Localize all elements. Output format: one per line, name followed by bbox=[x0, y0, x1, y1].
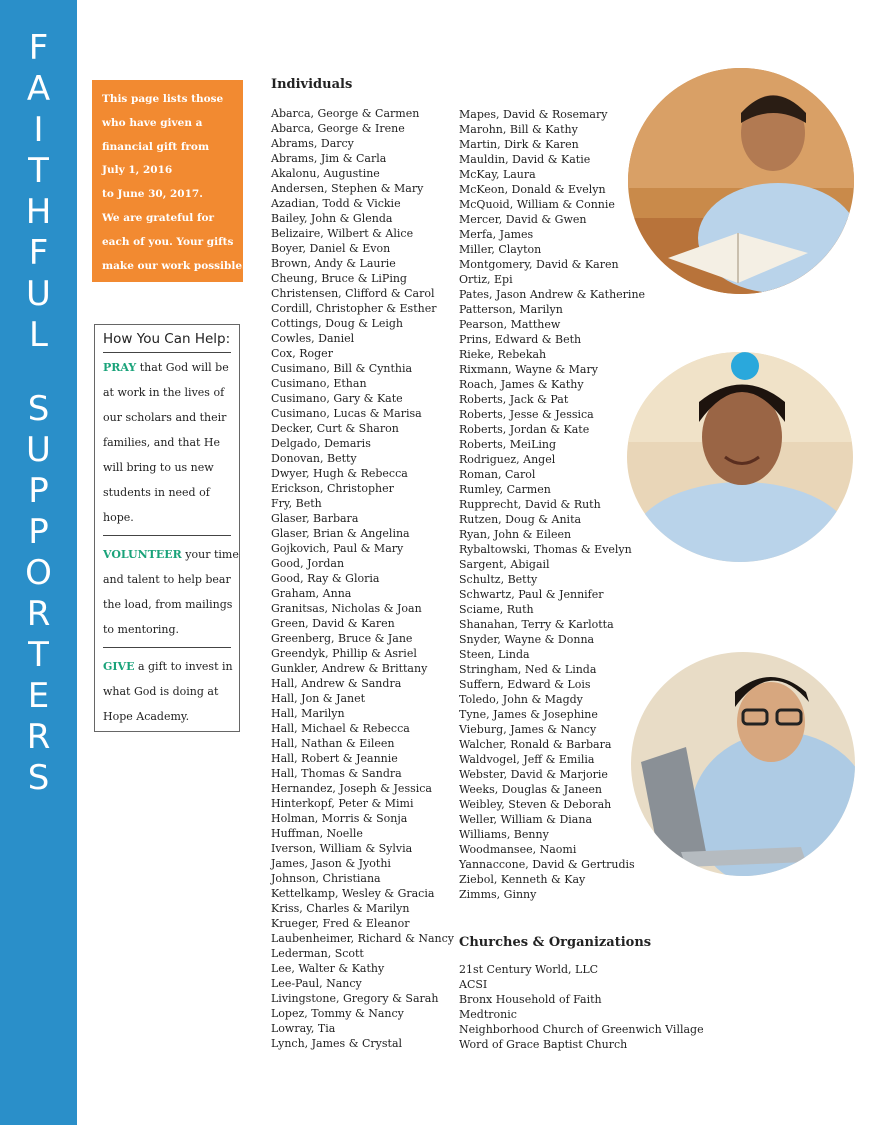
vertical-title-letter: L bbox=[29, 315, 48, 355]
photo-girl-smiling-image bbox=[627, 352, 853, 562]
organizations-list bbox=[459, 962, 704, 1052]
organization-name: Medtronic bbox=[459, 1008, 517, 1021]
photo-boy-reading-image bbox=[628, 68, 854, 294]
supporter-name: Hall, Marilyn bbox=[271, 707, 345, 720]
help-section-give bbox=[103, 652, 231, 729]
supporter-name: Ortiz, Epi bbox=[459, 273, 513, 286]
vertical-title-letter bbox=[33, 356, 44, 389]
supporter-name: Abrams, Darcy bbox=[271, 137, 354, 150]
supporter-name: Lynch, James & Crystal bbox=[271, 1037, 403, 1050]
supporter-name: Rumley, Carmen bbox=[459, 483, 551, 496]
supporter-name: Rieke, Rebekah bbox=[459, 348, 547, 361]
intro-box bbox=[92, 80, 246, 282]
intro-line: July 1, 2016 bbox=[102, 164, 173, 177]
supporter-name: Granitsas, Nicholas & Joan bbox=[271, 602, 422, 615]
intro-line: who have given a bbox=[102, 116, 203, 129]
supporter-name: Cheung, Bruce & LiPing bbox=[271, 272, 407, 285]
supporter-name: Glaser, Barbara bbox=[271, 512, 359, 525]
supporter-name: Hall, Robert & Jeannie bbox=[271, 752, 398, 765]
supporter-name: Hall, Thomas & Sandra bbox=[271, 767, 402, 780]
supporter-name: Lee, Walter & Kathy bbox=[271, 962, 385, 975]
help-line bbox=[103, 380, 231, 405]
supporter-name: Weller, William & Diana bbox=[459, 813, 593, 826]
supporter-name: Christensen, Clifford & Carol bbox=[271, 287, 435, 300]
supporter-name: Livingstone, Gregory & Sarah bbox=[271, 992, 439, 1005]
supporter-name: Huffman, Noelle bbox=[271, 827, 363, 840]
supporter-name: Laubenheimer, Richard & Nancy bbox=[271, 932, 455, 945]
supporter-name: Roman, Carol bbox=[459, 468, 536, 481]
supporter-name: Hernandez, Joseph & Jessica bbox=[271, 782, 432, 795]
supporter-name: Schultz, Betty bbox=[459, 573, 538, 586]
help-section-pray bbox=[103, 353, 231, 530]
supporter-name: Holman, Morris & Sonja bbox=[271, 812, 408, 825]
supporter-name: Lee-Paul, Nancy bbox=[271, 977, 362, 990]
individuals-heading: Individuals bbox=[271, 77, 353, 92]
supporter-name: Lederman, Scott bbox=[271, 947, 364, 960]
supporter-name: Snyder, Wayne & Donna bbox=[459, 633, 595, 646]
supporter-name: Hinterkopf, Peter & Mimi bbox=[271, 797, 414, 810]
supporter-name: Donovan, Betty bbox=[271, 452, 357, 465]
supporter-name: Akalonu, Augustine bbox=[271, 167, 380, 180]
vertical-title-letter: E bbox=[27, 676, 50, 716]
supporter-name: Vieburg, James & Nancy bbox=[459, 723, 597, 736]
help-keyword: VOLUNTEER bbox=[103, 548, 182, 561]
vertical-title-letter: U bbox=[26, 274, 51, 314]
supporter-name: Glaser, Brian & Angelina bbox=[271, 527, 410, 540]
vertical-title-letter: P bbox=[28, 471, 49, 511]
vertical-title-letter: S bbox=[27, 389, 50, 429]
vertical-title-letter: S bbox=[27, 758, 50, 798]
supporter-name: Hall, Michael & Rebecca bbox=[271, 722, 410, 735]
supporter-name: Lopez, Tommy & Nancy bbox=[271, 1007, 404, 1020]
help-text: to mentoring. bbox=[103, 623, 180, 636]
supporter-name: Rybaltowski, Thomas & Evelyn bbox=[459, 543, 632, 556]
supporter-name: Woodmansee, Naomi bbox=[459, 843, 577, 856]
help-line bbox=[103, 355, 231, 380]
help-keyword: GIVE bbox=[103, 660, 135, 673]
supporter-name: Rodriguez, Angel bbox=[459, 453, 556, 466]
help-line bbox=[103, 679, 231, 704]
supporter-name: Hall, Jon & Janet bbox=[271, 692, 366, 705]
vertical-title-letter: T bbox=[28, 151, 49, 191]
supporter-name: Dwyer, Hugh & Rebecca bbox=[271, 467, 408, 480]
supporter-name: Walcher, Ronald & Barbara bbox=[459, 738, 612, 751]
supporter-name: Greenberg, Bruce & Jane bbox=[271, 632, 413, 645]
supporter-name: Mapes, David & Rosemary bbox=[459, 108, 608, 121]
intro-line: This page lists those bbox=[102, 93, 224, 105]
supporter-name: Fry, Beth bbox=[271, 497, 322, 510]
help-box bbox=[94, 324, 240, 732]
sidebar-band bbox=[0, 0, 77, 1125]
vertical-title-letter: U bbox=[26, 430, 51, 470]
supporter-name: Rutzen, Doug & Anita bbox=[459, 513, 582, 526]
vertical-title-letter: T bbox=[28, 635, 49, 675]
intro-line: each of you. Your gifts bbox=[102, 235, 234, 248]
organization-name: ACSI bbox=[459, 978, 488, 991]
supporter-name: Prins, Edward & Beth bbox=[459, 333, 582, 346]
supporter-name: Iverson, William & Sylvia bbox=[271, 842, 413, 855]
supporter-name: Good, Jordan bbox=[271, 557, 345, 570]
supporter-name: Greendyk, Phillip & Asriel bbox=[271, 647, 417, 660]
help-text: and talent to help bear bbox=[103, 573, 231, 586]
supporter-name: Brown, Andy & Laurie bbox=[271, 257, 396, 270]
supporter-name: Roberts, Jesse & Jessica bbox=[459, 408, 594, 421]
supporter-name: Miller, Clayton bbox=[459, 243, 542, 256]
supporter-name: Zimms, Ginny bbox=[459, 888, 537, 901]
supporter-name: Good, Ray & Gloria bbox=[271, 572, 380, 585]
supporter-name: Weeks, Douglas & Janeen bbox=[459, 783, 602, 796]
help-text: will bring to us new bbox=[103, 461, 214, 474]
vertical-title-letter: P bbox=[28, 512, 49, 552]
supporter-name: Green, David & Karen bbox=[271, 617, 395, 630]
help-section-volunteer bbox=[103, 540, 239, 642]
supporter-name: McKay, Laura bbox=[459, 168, 536, 181]
organizations-heading: Churches & Organizations bbox=[459, 935, 652, 950]
vertical-title-letter: O bbox=[25, 553, 52, 593]
supporter-name: Suffern, Edward & Lois bbox=[459, 678, 591, 691]
photo-boy-laptop-image bbox=[631, 652, 855, 876]
supporter-name: James, Jason & Jyothi bbox=[271, 857, 391, 870]
supporter-name: Krueger, Fred & Eleanor bbox=[271, 917, 410, 930]
supporter-name: Weibley, Steven & Deborah bbox=[459, 798, 612, 811]
help-text: a gift to invest in bbox=[134, 660, 233, 673]
photo-boy-laptop bbox=[631, 652, 855, 876]
supporter-name: Abarca, George & Irene bbox=[271, 122, 405, 135]
supporter-name: Waldvogel, Jeff & Emilia bbox=[459, 753, 595, 766]
organization-name: 21st Century World, LLC bbox=[459, 963, 599, 976]
photo-boy-reading bbox=[628, 68, 854, 294]
supporter-name: Johnson, Christiana bbox=[271, 872, 381, 885]
vertical-title-letter: R bbox=[26, 717, 51, 757]
supporter-name: McKeon, Donald & Evelyn bbox=[459, 183, 606, 196]
organization-name: Neighborhood Church of Greenwich Village bbox=[459, 1023, 704, 1036]
supporter-name: Kettelkamp, Wesley & Gracia bbox=[271, 887, 435, 900]
supporter-name: Graham, Anna bbox=[271, 587, 352, 600]
supporter-name: Webster, David & Marjorie bbox=[459, 768, 608, 781]
supporter-name: Steen, Linda bbox=[459, 648, 530, 661]
supporter-name: Hall, Nathan & Eileen bbox=[271, 737, 395, 750]
vertical-title-letter: F bbox=[28, 28, 49, 68]
organization-name: Word of Grace Baptist Church bbox=[459, 1038, 628, 1051]
help-line bbox=[103, 430, 231, 455]
supporter-name: Cottings, Doug & Leigh bbox=[271, 317, 403, 330]
vertical-title-letter: I bbox=[33, 110, 44, 150]
supporter-name: Williams, Benny bbox=[459, 828, 549, 841]
supporter-name: Cox, Roger bbox=[271, 347, 333, 360]
help-keyword: PRAY bbox=[103, 361, 137, 374]
supporter-name: Martin, Dirk & Karen bbox=[459, 138, 579, 151]
supporter-name: Abarca, George & Carmen bbox=[271, 107, 420, 120]
supporter-name: Azadian, Todd & Vickie bbox=[271, 197, 401, 210]
help-text: families, and that He bbox=[103, 436, 221, 449]
vertical-title-letter: R bbox=[26, 594, 51, 634]
supporter-name: Shanahan, Terry & Karlotta bbox=[459, 618, 614, 631]
help-divider bbox=[103, 535, 231, 536]
supporter-name: Merfa, James bbox=[459, 228, 534, 241]
help-text: your time bbox=[181, 548, 239, 561]
supporter-name: Erickson, Christopher bbox=[271, 482, 394, 495]
help-title: How You Can Help: bbox=[103, 331, 231, 353]
supporter-name: Delgado, Demaris bbox=[271, 437, 371, 450]
help-text: what God is doing at bbox=[103, 685, 219, 698]
supporter-name: Montgomery, David & Karen bbox=[459, 258, 619, 271]
supporter-name: Mauldin, David & Katie bbox=[459, 153, 591, 166]
help-line bbox=[103, 704, 231, 729]
supporter-name: Gojkovich, Paul & Mary bbox=[271, 542, 404, 555]
supporter-name: Andersen, Stephen & Mary bbox=[271, 182, 424, 195]
supporter-name: Schwartz, Paul & Jennifer bbox=[459, 588, 604, 601]
help-line bbox=[103, 542, 239, 567]
supporter-name: Hall, Andrew & Sandra bbox=[271, 677, 402, 690]
help-line bbox=[103, 455, 231, 480]
supporter-name: Ziebol, Kenneth & Kay bbox=[459, 873, 586, 886]
supporter-name: Belizaire, Wilbert & Alice bbox=[271, 227, 414, 240]
intro-line: make our work possible. bbox=[102, 259, 246, 272]
supporter-name: Rupprecht, David & Ruth bbox=[459, 498, 601, 511]
supporter-name: Rixmann, Wayne & Mary bbox=[459, 363, 598, 376]
vertical-title-letter: A bbox=[26, 69, 51, 109]
supporter-name: Decker, Curt & Sharon bbox=[271, 422, 399, 435]
supporter-name: Cordill, Christopher & Esther bbox=[271, 302, 437, 315]
supporter-name: Cowles, Daniel bbox=[271, 332, 355, 345]
vertical-title-letter: H bbox=[25, 192, 52, 232]
supporter-name: Cusimano, Ethan bbox=[271, 377, 367, 390]
help-text: that God will be bbox=[136, 361, 229, 374]
help-line bbox=[103, 592, 231, 617]
help-text: students in need of bbox=[103, 486, 210, 499]
supporter-name: Roberts, Jordan & Kate bbox=[459, 423, 590, 436]
help-line bbox=[103, 505, 231, 530]
help-text: hope. bbox=[103, 511, 134, 524]
supporter-name: Cusimano, Gary & Kate bbox=[271, 392, 403, 405]
help-line bbox=[103, 654, 231, 679]
help-line bbox=[103, 617, 231, 642]
supporter-name: Roberts, Jack & Pat bbox=[459, 393, 569, 406]
supporter-name: McQuoid, William & Connie bbox=[459, 198, 615, 211]
supporter-name: Boyer, Daniel & Evon bbox=[271, 242, 391, 255]
supporter-name: Toledo, John & Magdy bbox=[459, 693, 583, 706]
help-text: our scholars and their bbox=[103, 411, 227, 424]
supporter-name: Pearson, Matthew bbox=[459, 318, 561, 331]
supporter-name: Ryan, John & Eileen bbox=[459, 528, 572, 541]
help-line bbox=[103, 567, 231, 592]
supporter-name: Sargent, Abigail bbox=[459, 558, 550, 571]
help-text: Hope Academy. bbox=[103, 710, 190, 723]
vertical-title bbox=[0, 28, 77, 799]
organization-name: Bronx Household of Faith bbox=[459, 993, 602, 1006]
supporter-name: Tyne, James & Josephine bbox=[459, 708, 598, 721]
supporter-name: Kriss, Charles & Marilyn bbox=[271, 902, 410, 915]
supporter-name: Pates, Jason Andrew & Katherine bbox=[459, 288, 646, 301]
intro-line: We are grateful for bbox=[102, 211, 214, 224]
individuals-column-1 bbox=[271, 106, 454, 1051]
supporter-name: Roberts, MeiLing bbox=[459, 438, 557, 451]
individuals-column-2 bbox=[459, 107, 645, 902]
supporter-name: Cusimano, Lucas & Marisa bbox=[271, 407, 422, 420]
vertical-title-letter: F bbox=[28, 233, 49, 273]
supporter-name: Cusimano, Bill & Cynthia bbox=[271, 362, 413, 375]
intro-line: financial gift from bbox=[102, 140, 210, 153]
supporter-name: Mercer, David & Gwen bbox=[459, 213, 587, 226]
intro-line: to June 30, 2017. bbox=[102, 188, 203, 201]
supporter-name: Sciame, Ruth bbox=[459, 603, 534, 616]
supporter-name: Bailey, John & Glenda bbox=[271, 212, 393, 225]
help-text: the load, from mailings bbox=[103, 598, 233, 611]
supporter-name: Roach, James & Kathy bbox=[459, 378, 584, 391]
supporter-name: Yannaccone, David & Gertrudis bbox=[459, 858, 635, 871]
supporter-name: Stringham, Ned & Linda bbox=[459, 663, 597, 676]
supporter-name: Marohn, Bill & Kathy bbox=[459, 123, 578, 136]
supporter-name: Lowray, Tia bbox=[271, 1022, 336, 1035]
help-line bbox=[103, 405, 231, 430]
photo-girl-smiling bbox=[627, 352, 853, 562]
supporter-name: Abrams, Jim & Carla bbox=[271, 152, 387, 165]
help-text: at work in the lives of bbox=[103, 386, 225, 399]
supporter-name: Patterson, Marilyn bbox=[459, 303, 563, 316]
supporter-name: Gunkler, Andrew & Brittany bbox=[271, 662, 428, 675]
help-divider bbox=[103, 647, 231, 648]
help-line bbox=[103, 480, 231, 505]
